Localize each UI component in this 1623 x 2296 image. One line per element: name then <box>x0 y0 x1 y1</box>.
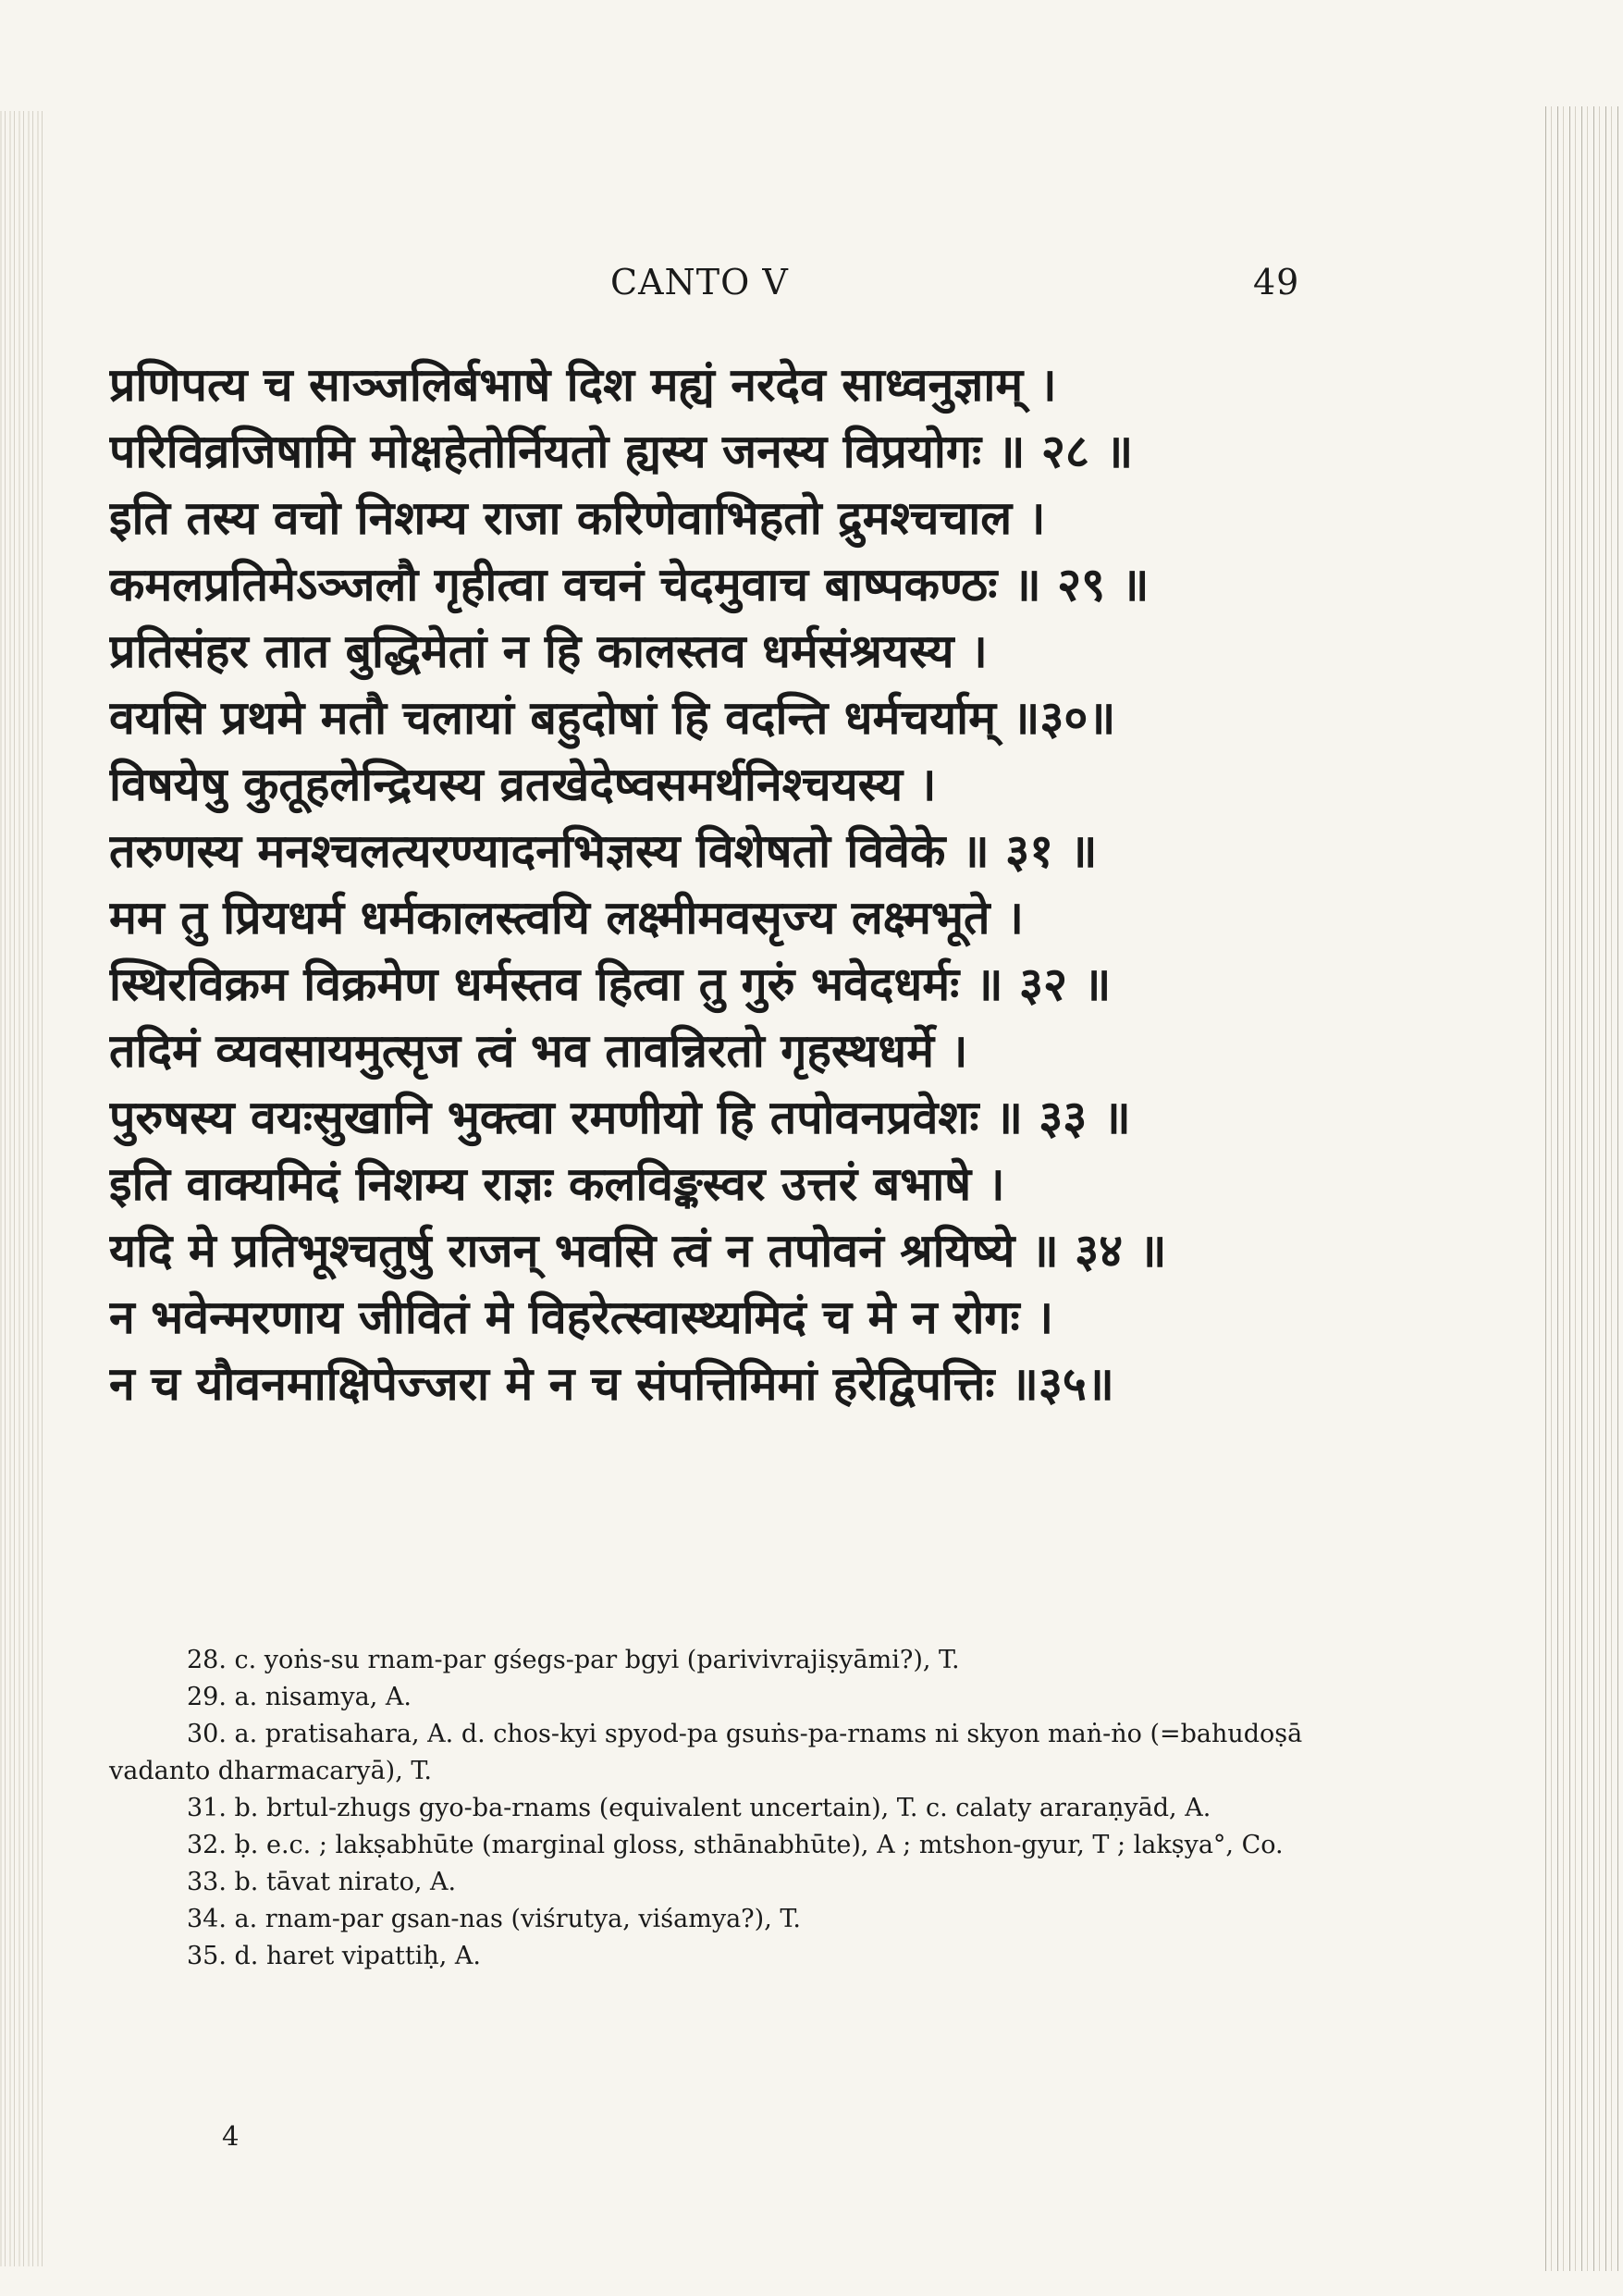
footnote: 30. a. pratisahara, A. d. chos-kyi spyod-pa gsuṅs-pa-rnams ni skyon maṅ-ṅo (=bahudoṣā vadanto dharmacaryā), T. <box>109 1720 1303 1785</box>
verse-line: यदि मे प्रतिभूश्चतुर्षु राजन् भवसि त्वं न तपोवनं श्रयिष्ये ॥ ३४ ॥ <box>109 1224 1167 1278</box>
binding-edge-left <box>0 111 43 2266</box>
canto-title: CANTO V <box>610 262 789 302</box>
footnote: 28. c. yoṅs-su rnam-par gśegs-par bgyi (parivivrajiṣyāmi?), T. <box>187 1646 960 1674</box>
verse-line: कमलप्रतिमेऽञ्जलौ गृहीत्वा वचनं चेदमुवाच बाष्पकण्ठः ॥ २९ ॥ <box>109 558 1150 611</box>
verse-line: मम तु प्रियधर्म धर्मकालस्त्वयि लक्ष्मीमवसृज्य लक्ष्मभूते । <box>109 891 1024 944</box>
verse-line: इति तस्य वचो निशम्य राजा करिणेवाभिहतो द्रुमश्चचाल । <box>109 491 1046 545</box>
verse-block <box>109 352 1311 1417</box>
footnote: 29. a. nisamya, A. <box>187 1683 412 1711</box>
verse-line: तदिमं व्यवसायमुत्सृज त्वं भव तावन्निरतो गृहस्थधर्मे । <box>109 1024 968 1078</box>
verse-line: प्रतिसंहर तात बुद्धिमेतां न हि कालस्तव धर्मसंश्रयस्य । <box>109 624 988 678</box>
running-head <box>0 262 1623 308</box>
footnote: 35. d. haret vipattiḥ, A. <box>187 1942 482 1970</box>
footnote: 31. b. brtul-zhugs gyo-ba-rnams (equivalent uncertain), T. c. calaty araraṇyād, A. <box>187 1794 1211 1822</box>
verse-line: पुरुषस्य वयःसुखानि भुक्त्वा रमणीयो हि तपोवनप्रवेशः ॥ ३३ ॥ <box>109 1091 1131 1144</box>
signature-mark: 4 <box>222 2120 240 2152</box>
verse-line: परिविव्रजिषामि मोक्षहेतोर्नियतो ह्यस्य जनस्य विप्रयोगः ॥ २८ ॥ <box>109 425 1134 478</box>
verse-line: न भवेन्मरणाय जीवितं मे विहरेत्स्वास्थ्यमिदं च मे न रोगः । <box>109 1290 1054 1344</box>
footnote: 34. a. rnam-par gsan-nas (viśrutya, viśamya?), T. <box>187 1905 801 1933</box>
page-number: 49 <box>1253 262 1300 302</box>
verse-line: तरुणस्य मनश्चलत्यरण्यादनभिज्ञस्य विशेषतो विवेके ॥ ३१ ॥ <box>109 824 1098 878</box>
footnotes <box>109 1642 1311 1975</box>
footnote: 32. ḅ. e.c. ; lakṣabhūte (marginal gloss, sthānabhūte), A ; mtshon-gyur, T ; lakṣya°, Co. <box>187 1831 1284 1859</box>
verse-line: प्रणिपत्य च साञ्जलिर्बभाषे दिश मह्यं नरदेव साध्वनुज्ञाम् । <box>109 358 1057 412</box>
verse-line: इति वाक्यमिदं निशम्य राज्ञः कलविङ्कस्वर उत्तरं बभाषे । <box>109 1157 1005 1211</box>
verse-line: विषयेषु कुतूहलेन्द्रियस्य व्रतखेदेष्वसमर्थनिश्चयस्य । <box>109 758 937 811</box>
footnote: 33. b. tāvat nirato, A. <box>187 1868 457 1896</box>
page-edge-right <box>1540 106 1623 2271</box>
verse-line: न च यौवनमाक्षिपेज्जरा मे न च संपत्तिमिमां हरेद्विपत्तिः ॥३५॥ <box>109 1357 1114 1411</box>
verse-line: स्थिरविक्रम विक्रमेण धर्मस्तव हित्वा तु गुरुं भवेदधर्मः ॥ ३२ ॥ <box>109 957 1112 1011</box>
verse-line: वयसि प्रथमे मतौ चलायां बहुदोषां हि वदन्ति धर्मचर्याम् ॥३०॥ <box>109 691 1116 745</box>
